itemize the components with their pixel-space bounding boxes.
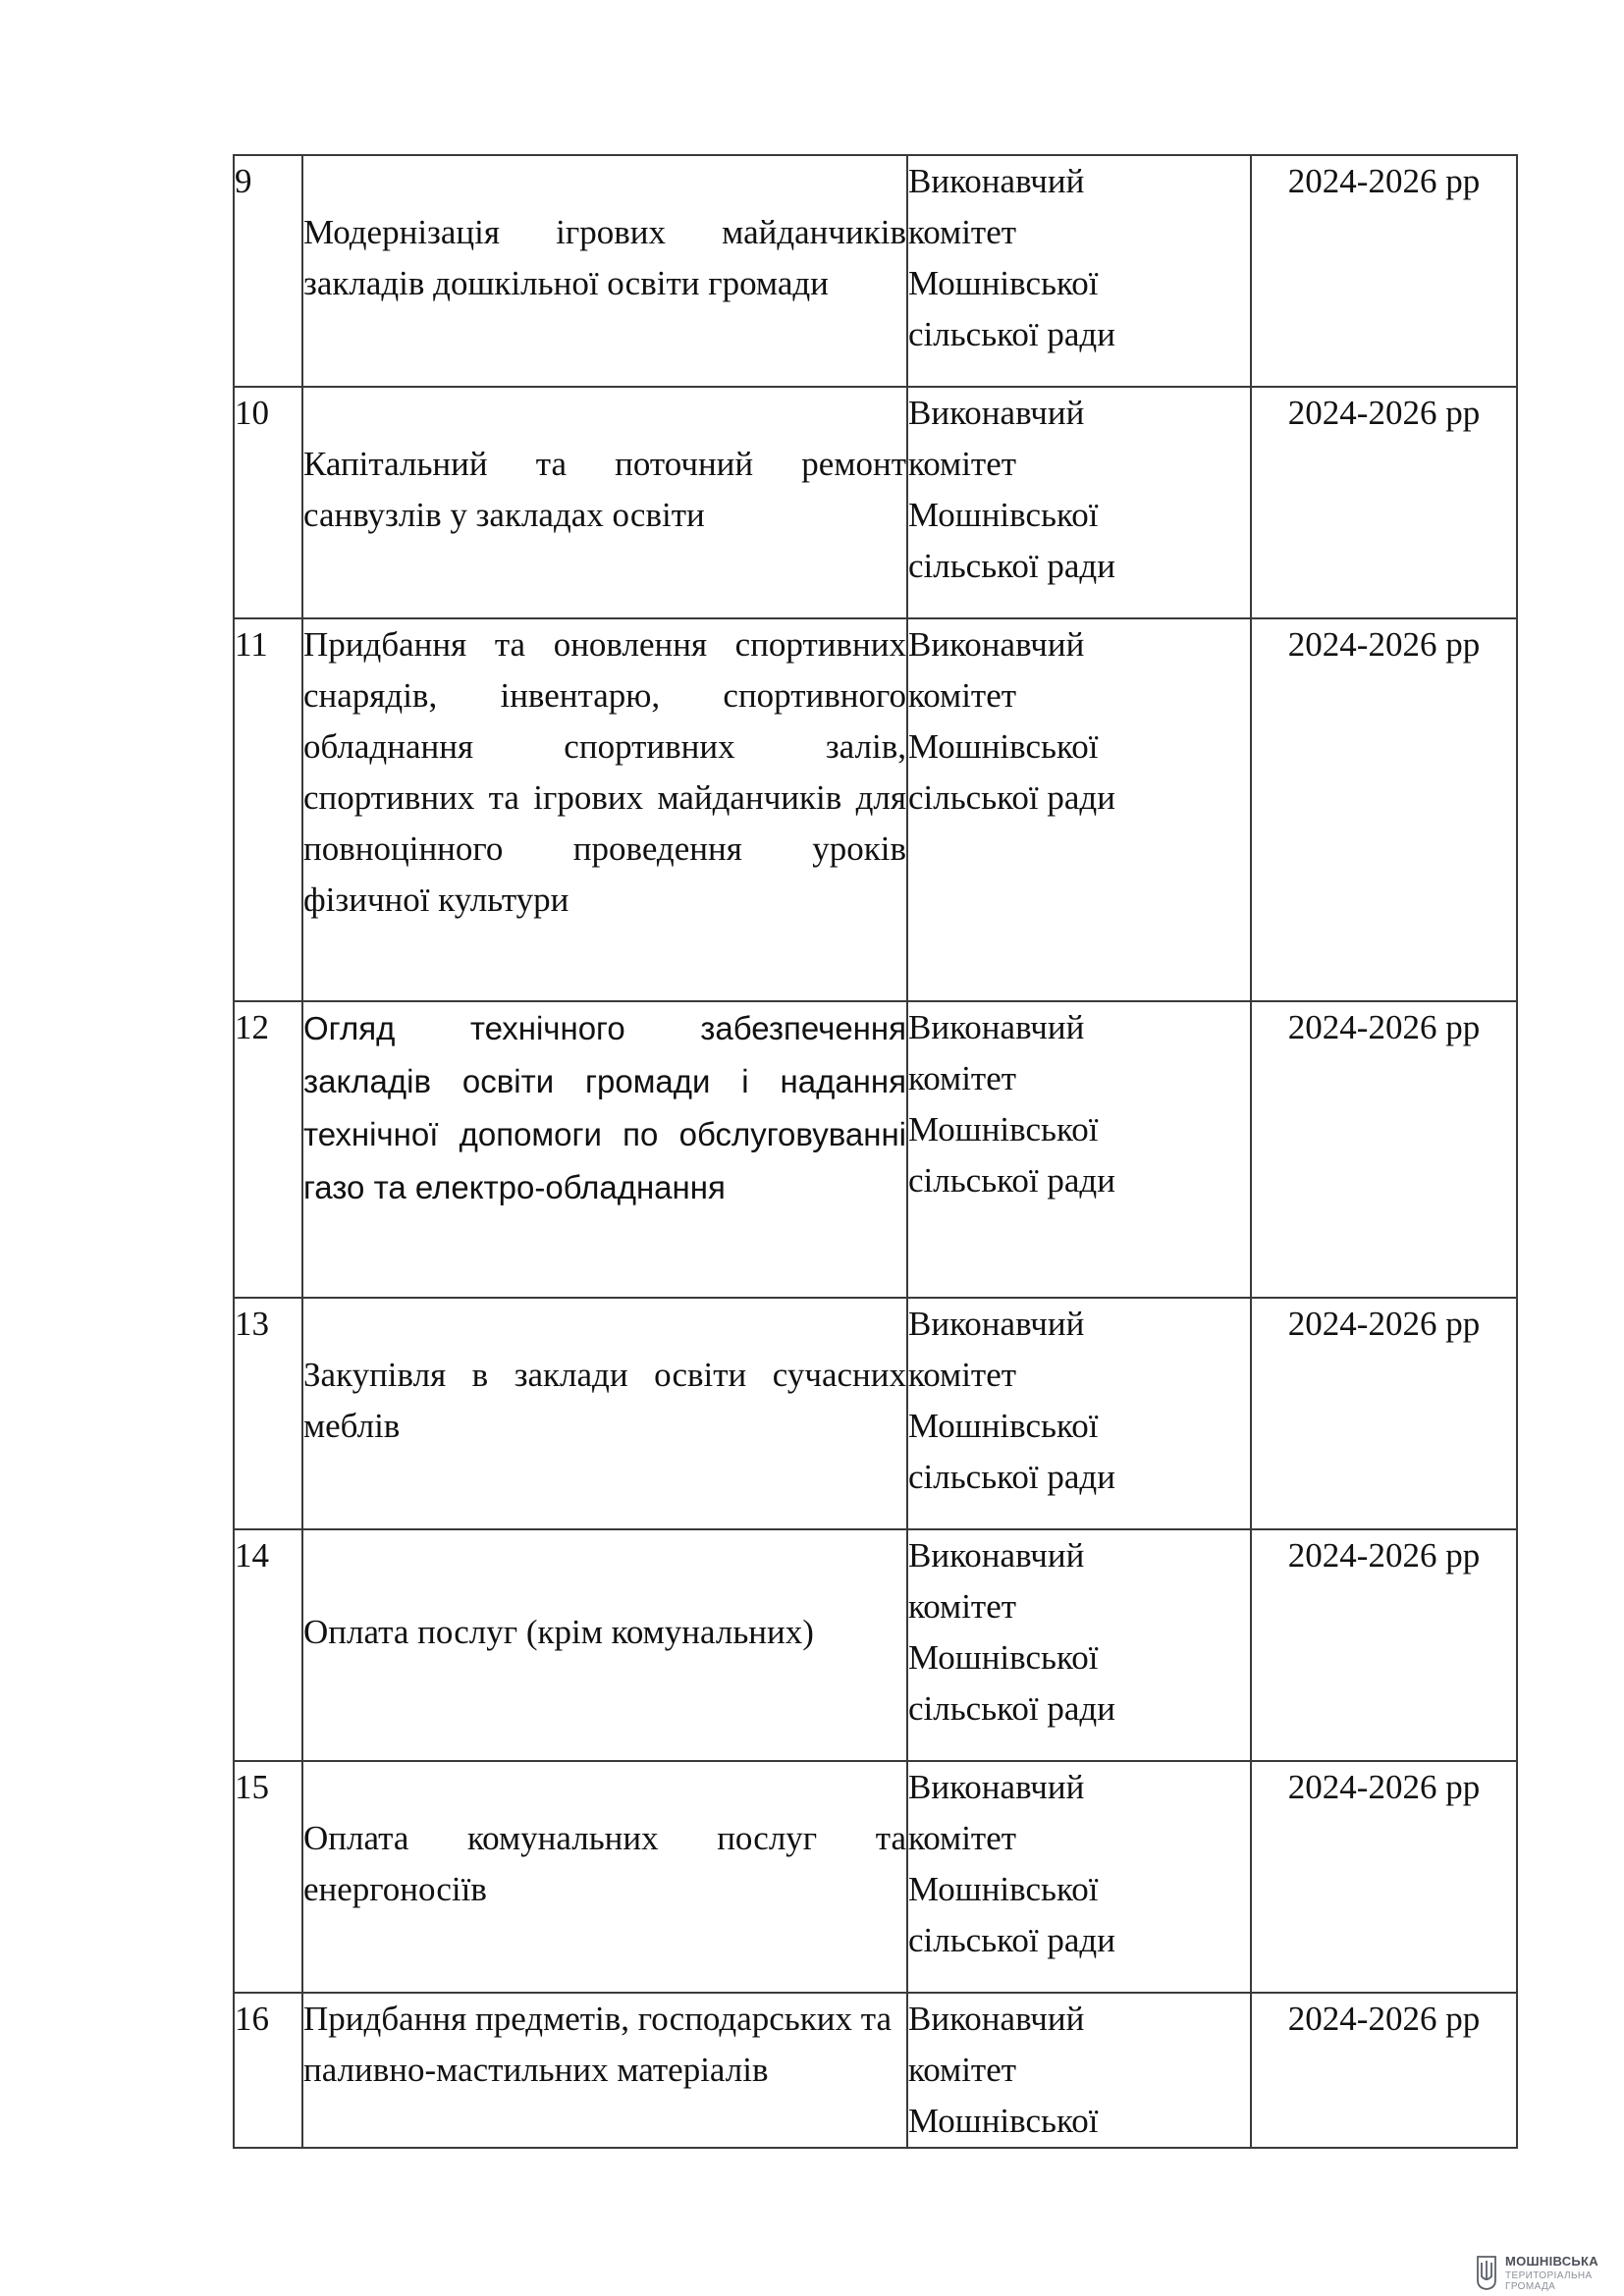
period: 2024-2026 рр xyxy=(1251,155,1517,387)
table-row xyxy=(234,1993,1517,2148)
logo-name: МОШНІВСЬКА xyxy=(1505,2254,1598,2269)
measure-description: Закупівля в заклади освіти сучасних меблів xyxy=(302,1298,907,1529)
executor: Виконавчий комітет Мошнівської xyxy=(907,1993,1251,2148)
table-row xyxy=(234,618,1517,1001)
table-row xyxy=(234,387,1517,618)
table-row xyxy=(234,155,1517,387)
period: 2024-2026 рр xyxy=(1251,618,1517,1001)
row-number: 12 xyxy=(234,1001,302,1298)
period: 2024-2026 рр xyxy=(1251,1993,1517,2148)
logo-subtitle-1: ТЕРИТОРІАЛЬНА xyxy=(1505,2270,1593,2281)
row-number: 13 xyxy=(234,1298,302,1529)
period: 2024-2026 рр xyxy=(1251,1001,1517,1298)
executor: Виконавчий комітет Мошнівської сільської ради xyxy=(907,387,1251,618)
table-row xyxy=(234,1298,1517,1529)
executor: Виконавчий комітет Мошнівської сільської ради xyxy=(907,1529,1251,1761)
executor: Виконавчий комітет Мошнівської сільської ради xyxy=(907,1761,1251,1993)
period: 2024-2026 рр xyxy=(1251,387,1517,618)
row-number: 15 xyxy=(234,1761,302,1993)
measure-description: Огляд технічного забезпечення закладів освіти громади і надання технічної допомоги по обслуговуванні газо та електро-обладнання xyxy=(302,1001,907,1298)
logo-subtitle-2: ГРОМАДА xyxy=(1505,2281,1556,2292)
measure-description: Придбання предметів, господарських та паливно-мастильних матеріалів xyxy=(302,1993,907,2148)
row-number: 16 xyxy=(234,1993,302,2148)
executor: Виконавчий комітет Мошнівської сільської ради xyxy=(907,1298,1251,1529)
measure-description: Оплата комунальних послуг та енергоносіїв xyxy=(302,1761,907,1993)
period: 2024-2026 рр xyxy=(1251,1529,1517,1761)
row-number: 14 xyxy=(234,1529,302,1761)
executor: Виконавчий комітет Мошнівської сільської ради xyxy=(907,1001,1251,1298)
row-number: 9 xyxy=(234,155,302,387)
row-number: 10 xyxy=(234,387,302,618)
measures-table xyxy=(233,154,1518,2149)
period: 2024-2026 рр xyxy=(1251,1298,1517,1529)
executor: Виконавчий комітет Мошнівської сільської ради xyxy=(907,618,1251,1001)
community-logo xyxy=(1476,2254,1613,2293)
period: 2024-2026 рр xyxy=(1251,1761,1517,1993)
trident-emblem-icon xyxy=(1476,2255,1497,2290)
measure-description: Оплата послуг (крім комунальних) xyxy=(302,1529,907,1761)
measure-description: Капітальний та поточний ремонт санвузлів у закладах освіти xyxy=(302,387,907,618)
table-row xyxy=(234,1529,1517,1761)
measure-description: Модернізація ігрових майданчиків закладів дошкільної освіти громади xyxy=(302,155,907,387)
table-row xyxy=(234,1001,1517,1298)
measure-description: Придбання та оновлення спортивних снарядів, інвентарю, спортивного обладнання спортивних залів, спортивних та ігрових майданчиків для повноцінного проведення уроків фізичної культури xyxy=(302,618,907,1001)
executor: Виконавчий комітет Мошнівської сільської ради xyxy=(907,155,1251,387)
row-number: 11 xyxy=(234,618,302,1001)
table-row xyxy=(234,1761,1517,1993)
